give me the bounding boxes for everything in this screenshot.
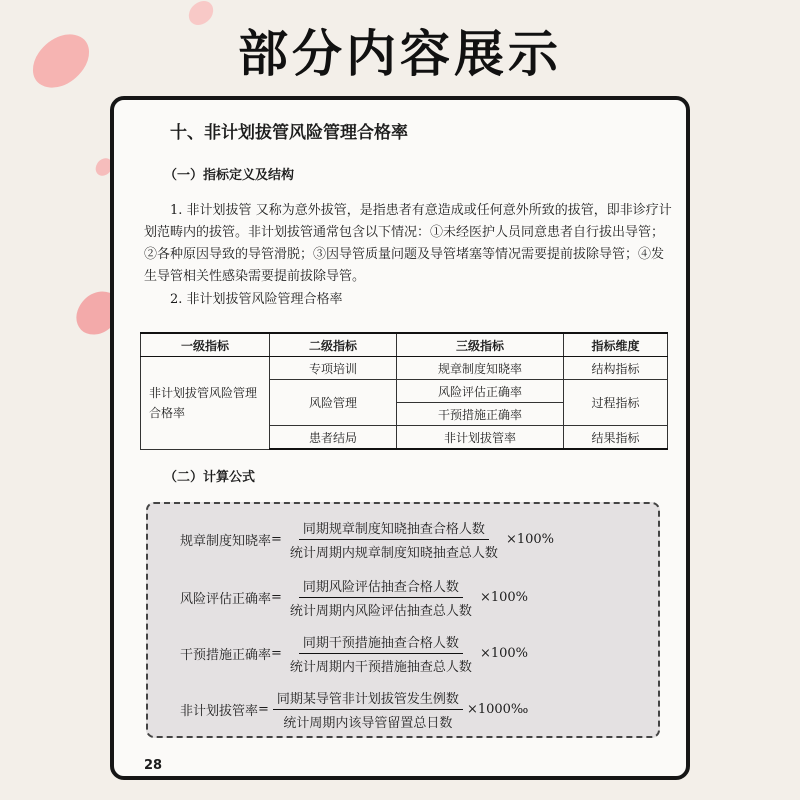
page-number: 28: [144, 758, 163, 773]
table-header-cell: 二级指标: [270, 333, 397, 357]
formula-equals: =: [271, 590, 282, 605]
table-cell: 结构指标: [564, 357, 668, 380]
formula-equals: =: [271, 532, 282, 547]
formula-numerator: 同期风险评估抽查合格人数: [299, 576, 463, 598]
formula-regulation-awareness: [180, 518, 554, 561]
table-cell: 专项培训: [270, 357, 397, 380]
table-cell: 过程指标: [564, 380, 668, 426]
formula-multiplier: ×100%: [505, 532, 554, 547]
formula-multiplier: ×100%: [479, 590, 528, 605]
table-header-row: [141, 333, 668, 357]
definition-text: 又称为意外拔管，是指患者有意造成或任何意外所致的拔管，即非诊疗计划范畴内的拔管。非计划拔管通常包含以下情况：①未经医护人员同意患者自行拔出导管；②各种原因导致的导管滑脱；③因导管质量问题及导管堵塞等情况需要提前拔除导管；④发生导管相关性感染需要提前拔除导管。: [144, 203, 672, 284]
table-cell: 非计划拔管率: [397, 426, 564, 450]
table-row: [141, 357, 668, 380]
table-cell: 规章制度知晓率: [397, 357, 564, 380]
formula-unplanned-extubation: [180, 688, 528, 731]
definition-term: 1. 非计划拔管: [170, 203, 252, 218]
formula-equals: =: [258, 702, 269, 717]
formula-fraction: [273, 688, 463, 731]
formula-fraction: [286, 576, 476, 619]
structure-heading: 2. 非计划拔管风险管理合格率: [170, 292, 343, 307]
indicator-table: [140, 332, 668, 450]
formula-box: [146, 502, 660, 738]
formula-numerator: 同期某导管非计划拔管发生例数: [273, 688, 463, 710]
formula-fraction: [286, 518, 502, 561]
formula-intervention: [180, 632, 528, 675]
formula-denominator: 统计周期内风险评估抽查总人数: [289, 604, 472, 619]
formula-multiplier: ×100%: [479, 646, 528, 661]
definition-paragraph: [144, 200, 674, 288]
formula-name: 风险评估正确率: [180, 592, 272, 607]
table-cell-level1: 非计划拔管风险管理合格率: [141, 357, 270, 450]
subsection-title-formula: （二）计算公式: [164, 470, 256, 485]
table-header-cell: 一级指标: [141, 333, 270, 357]
formula-risk-assessment: [180, 576, 528, 619]
subsection-title-definition: （一）指标定义及结构: [164, 168, 295, 183]
book-page-card: [110, 96, 690, 780]
formula-fraction: [286, 632, 476, 675]
table-cell: 结果指标: [564, 426, 668, 450]
formula-numerator: 同期干预措施抽查合格人数: [299, 632, 463, 654]
table-cell: 患者结局: [270, 426, 397, 450]
formula-denominator: 统计周期内干预措施抽查总人数: [289, 660, 472, 675]
table-header-cell: 三级指标: [397, 333, 564, 357]
table-cell: 风险管理: [270, 380, 397, 426]
formula-multiplier: ×1000‰: [466, 702, 529, 717]
formula-denominator: 统计周期内该导管留置总日数: [283, 716, 453, 731]
formula-equals: =: [271, 646, 282, 661]
page-banner: 部分内容展示: [238, 25, 562, 83]
formula-name: 非计划拔管率: [180, 704, 259, 719]
formula-name: 规章制度知晓率: [180, 534, 272, 549]
table-header-cell: 指标维度: [564, 333, 668, 357]
formula-denominator: 统计周期内规章制度知晓抽查总人数: [289, 546, 498, 561]
formula-numerator: 同期规章制度知晓抽查合格人数: [299, 518, 489, 540]
formula-name: 干预措施正确率: [180, 648, 272, 663]
section-title: 十、非计划拔管风险管理合格率: [170, 123, 408, 143]
table-cell: 干预措施正确率: [397, 403, 564, 426]
table-cell: 风险评估正确率: [397, 380, 564, 403]
